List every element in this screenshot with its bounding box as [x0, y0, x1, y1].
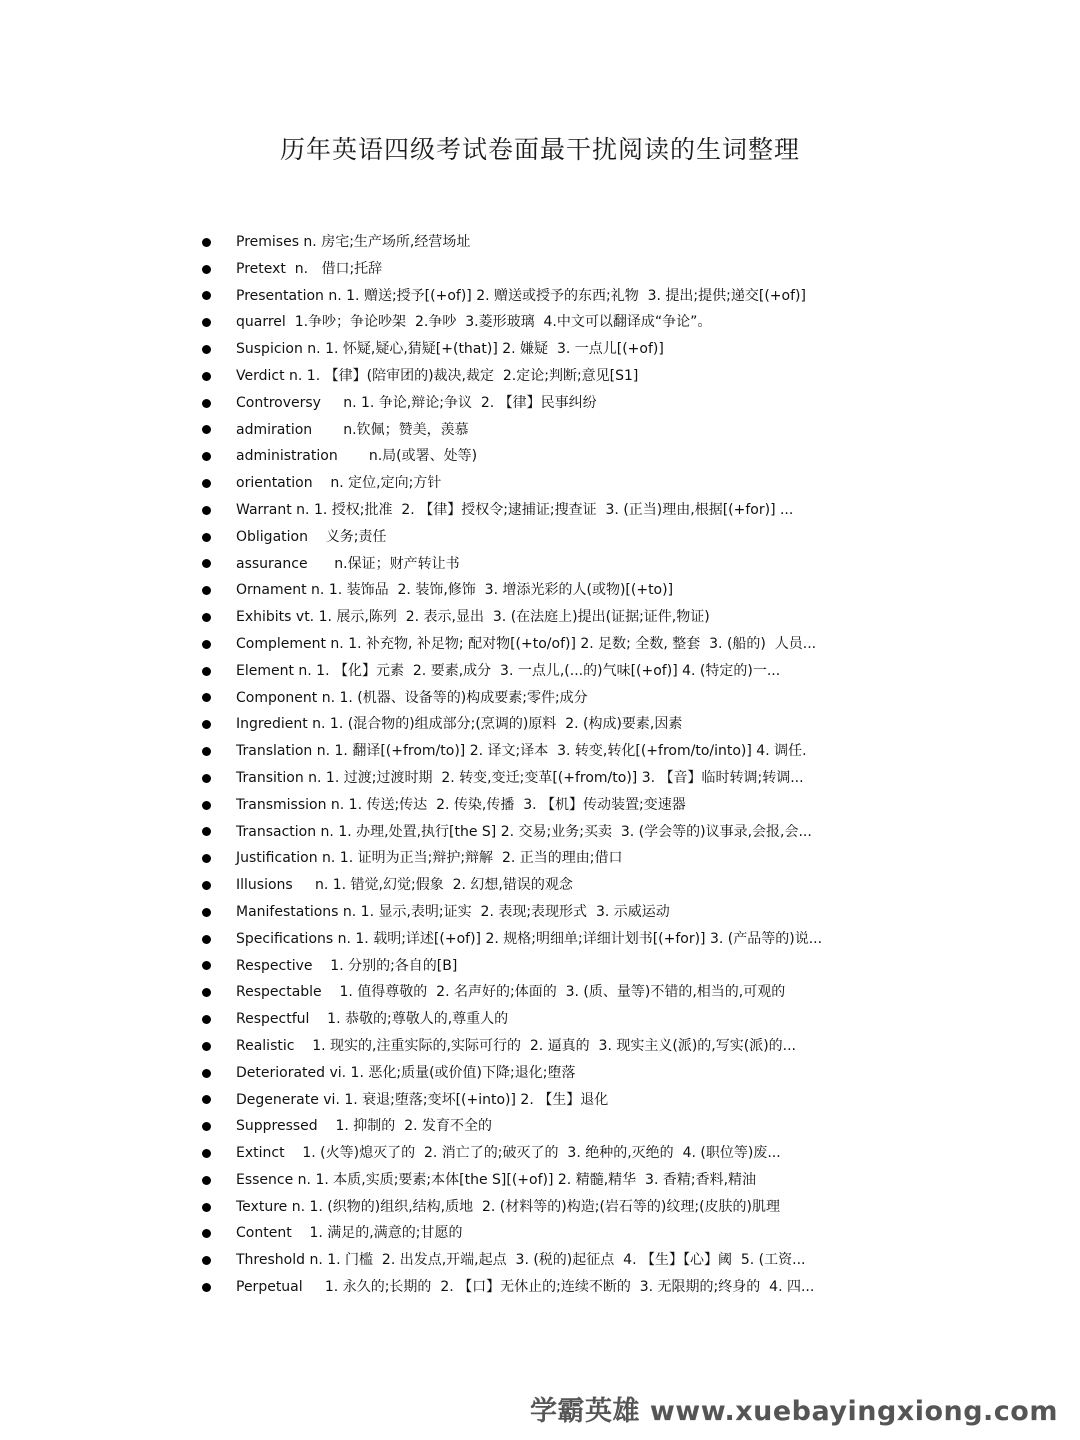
vocab-entry-text: Premises n. 房宅;生产场所,经营场址 [236, 234, 471, 250]
list-item [196, 926, 1056, 953]
list-item [196, 470, 1056, 497]
list-item [196, 792, 1056, 819]
list-item [196, 497, 1056, 524]
bullet-icon [202, 988, 211, 997]
vocab-entry-text: Degenerate vi. 1. 衰退;堕落;变坏[(+into)] 2. 【生】退化 [236, 1091, 609, 1108]
vocab-entry-text: Extinct 1. (火等)熄灭了的 2. 消亡了的;破灭了的 3. 绝种的,灭绝的 4. (职位等)废... [236, 1145, 781, 1162]
vocab-entry-text: Essence n. 1. 本质,实质;要素;本体[the S][(+of)] 2. 精髓,精华 3. 香精;香料,精油 [236, 1171, 757, 1188]
list-item [196, 685, 1056, 712]
bullet-icon [202, 827, 211, 836]
list-item [196, 256, 1056, 283]
bullet-icon [202, 1176, 211, 1185]
list-item [196, 1006, 1056, 1033]
bullet-icon [202, 881, 211, 890]
vocab-entry-text: assurance n.保证；财产转让书 [236, 555, 460, 572]
bullet-icon [202, 506, 211, 515]
vocab-entry-text: Realistic 1. 现实的,注重实际的,实际可行的 2. 逼真的 3. 现实主义(派)的,写实(派)的... [236, 1037, 797, 1054]
bullet-icon [202, 425, 211, 434]
vocab-entry-text: Texture n. 1. (织物的)组织,结构,质地 2. (材料等的)构造;(岩石等的)纹理;(皮肤的)肌理 [236, 1198, 781, 1215]
vocab-entry-text: Ornament n. 1. 装饰品 2. 装饰,修饰 3. 增添光彩的人(或物)[(+to)] [236, 582, 674, 599]
bullet-icon [202, 318, 211, 327]
bullet-icon [202, 667, 211, 676]
bullet-icon [202, 345, 211, 354]
bullet-icon [202, 720, 211, 729]
bullet-icon [202, 854, 211, 863]
vocab-entry-text: Presentation n. 1. 赠送;授予[(+of)] 2. 赠送或授予的东西;礼物 3. 提出;提供;递交[(+of)] [236, 287, 806, 304]
vocab-entry-text: Perpetual 1. 永久的;长期的 2. 【口】无休止的;连续不断的 3. 无限期的;终身的 4. 四... [236, 1279, 815, 1296]
bullet-icon [202, 559, 211, 568]
vocab-entry-text: Translation n. 1. 翻译[(+from/to)] 2. 译文;译本 3. 转变,转化[(+from/to/into)] 4. 调任. [236, 743, 807, 760]
vocab-entry-text: Transmission n. 1. 传送;传达 2. 传染,传播 3. 【机】传动装置;变速器 [236, 796, 686, 813]
list-item [196, 1194, 1056, 1221]
vocab-entry-text: Ingredient n. 1. (混合物的)组成部分;(烹调的)原料 2. (构成)要素,因素 [236, 716, 683, 733]
list-item [196, 309, 1056, 336]
vocab-entry-text: Threshold n. 1. 门槛 2. 出发点,开端,起点 3. (税的)起征点 4. 【生】【心】阈 5. (工资... [236, 1252, 806, 1269]
bullet-icon [202, 961, 211, 970]
bullet-icon [202, 1095, 211, 1104]
list-item [196, 872, 1056, 899]
list-item [196, 1220, 1056, 1247]
bullet-icon [202, 265, 211, 274]
vocab-entry-text: administration n.局(或署、处等) [236, 448, 478, 465]
bullet-icon [202, 399, 211, 408]
bullet-icon [202, 372, 211, 381]
bullet-icon [202, 1069, 211, 1078]
bullet-icon [202, 1256, 211, 1265]
list-item [196, 443, 1056, 470]
list-item [196, 390, 1056, 417]
list-item [196, 283, 1056, 310]
bullet-icon [202, 479, 211, 488]
vocab-entry-text: admiration n.钦佩；赞美，羡慕 [236, 421, 469, 438]
bullet-icon [202, 693, 211, 702]
vocab-entry-text: Illusions n. 1. 错觉,幻觉;假象 2. 幻想,错误的观念 [236, 877, 573, 894]
vocab-entry-text: Pretext n. 借口;托辞 [236, 260, 383, 277]
site-watermark: 学霸英雄 www.xuebayingxiong.com [529, 1396, 1058, 1427]
vocab-entry-text: Respective 1. 分别的;各自的[B] [236, 957, 458, 974]
list-item [196, 765, 1056, 792]
list-item [196, 845, 1056, 872]
bullet-icon [202, 801, 211, 810]
vocab-entry-text: Justification n. 1. 证明为正当;辩护;辩解 2. 正当的理由;借口 [236, 850, 623, 867]
list-item [196, 1060, 1056, 1087]
vocab-entry-text: Manifestations n. 1. 显示,表明;证实 2. 表现;表现形式 3. 示威运动 [236, 903, 670, 920]
list-item [196, 229, 1056, 256]
vocab-list [196, 229, 1056, 1301]
list-item [196, 711, 1056, 738]
vocab-entry-text: Deteriorated vi. 1. 恶化;质量(或价值)下降;退化;堕落 [236, 1064, 576, 1081]
bullet-icon [202, 1042, 211, 1051]
bullet-icon [202, 935, 211, 944]
vocab-entry-text: Warrant n. 1. 授权;批准 2. 【律】授权令;逮捕证;搜查证 3. (正当)理由,根据[(+for)] ... [236, 501, 794, 518]
bullet-icon [202, 640, 211, 649]
bullet-icon [202, 613, 211, 622]
vocab-entry-text: Specifications n. 1. 载明;详述[(+of)] 2. 规格;明细单;详细计划书[(+for)] 3. (产品等的)说... [236, 930, 823, 947]
document-title: 历年英语四级考试卷面最干扰阅读的生词整理 [279, 135, 800, 164]
vocab-entry-text: Content 1. 满足的,满意的;甘愿的 [236, 1225, 463, 1242]
list-item [196, 336, 1056, 363]
vocab-entry-text: Transaction n. 1. 办理,处置,执行[the S] 2. 交易;业务;买卖 3. (学会等的)议事录,会报,会... [236, 823, 812, 840]
bullet-icon [202, 774, 211, 783]
bullet-icon [202, 452, 211, 461]
bullet-icon [202, 1149, 211, 1158]
list-item [196, 1247, 1056, 1274]
vocab-entry-text: Respectable 1. 值得尊敬的 2. 名声好的;体面的 3. (质、量等)不错的,相当的,可观的 [236, 984, 786, 1001]
vocab-entry-text: Verdict n. 1. 【律】(陪审团的)裁决,裁定 2.定论;判断;意见[S1] [236, 367, 639, 384]
list-item [196, 1140, 1056, 1167]
bullet-icon [202, 586, 211, 595]
vocab-entry-text: Transition n. 1. 过渡;过渡时期 2. 转变,变迁;变革[(+from/to)] 3. 【音】临时转调;转调... [236, 769, 804, 786]
list-item [196, 577, 1056, 604]
bullet-icon [202, 291, 211, 300]
vocab-entry-text: quarrel 1.争吵；争论吵架 2.争吵 3.菱形玻璃 4.中文可以翻译成“争论”。 [236, 314, 712, 331]
list-item [196, 604, 1056, 631]
list-item [196, 1113, 1056, 1140]
bullet-icon [202, 238, 211, 247]
vocab-entry-text: Component n. 1. (机器、设备等的)构成要素;零件;成分 [236, 689, 588, 706]
list-item [196, 658, 1056, 685]
list-item [196, 1087, 1056, 1114]
bullet-icon [202, 1203, 211, 1212]
vocab-entry-text: Obligation 义务;责任 [236, 528, 387, 545]
bullet-icon [202, 1015, 211, 1024]
vocab-entry-text: Complement n. 1. 补充物, 补足物; 配对物[(+to/of)] 2. 足数; 全数, 整套 3. (船的) 人员... [236, 635, 817, 652]
vocab-entry-text: Element n. 1. 【化】元素 2. 要素,成分 3. 一点儿,(...的)气味[(+of)] 4. (特定的)一... [236, 662, 781, 679]
list-item [196, 899, 1056, 926]
list-item [196, 738, 1056, 765]
list-item [196, 979, 1056, 1006]
list-item [196, 631, 1056, 658]
list-item [196, 1033, 1056, 1060]
list-item [196, 551, 1056, 578]
bullet-icon [202, 908, 211, 917]
vocab-entry-text: orientation n. 定位,定向;方针 [236, 475, 442, 492]
vocab-entry-text: Suppressed 1. 抑制的 2. 发育不全的 [236, 1118, 492, 1135]
bullet-icon [202, 1283, 211, 1292]
vocab-entry-text: Exhibits vt. 1. 展示,陈列 2. 表示,显出 3. (在法庭上)提出(证据;证件,物证) [236, 609, 710, 626]
bullet-icon [202, 747, 211, 756]
list-item [196, 363, 1056, 390]
list-item [196, 953, 1056, 980]
list-item [196, 819, 1056, 846]
bullet-icon [202, 533, 211, 542]
list-item [196, 524, 1056, 551]
bullet-icon [202, 1229, 211, 1238]
vocab-entry-text: Controversy n. 1. 争论,辩论;争议 2. 【律】民事纠纷 [236, 394, 597, 411]
bullet-icon [202, 1122, 211, 1131]
list-item [196, 1167, 1056, 1194]
list-item [196, 1274, 1056, 1301]
list-item [196, 417, 1056, 444]
vocab-entry-text: Suspicion n. 1. 怀疑,疑心,猜疑[+(that)] 2. 嫌疑 3. 一点儿[(+of)] [236, 341, 664, 358]
vocab-entry-text: Respectful 1. 恭敬的;尊敬人的,尊重人的 [236, 1011, 509, 1028]
